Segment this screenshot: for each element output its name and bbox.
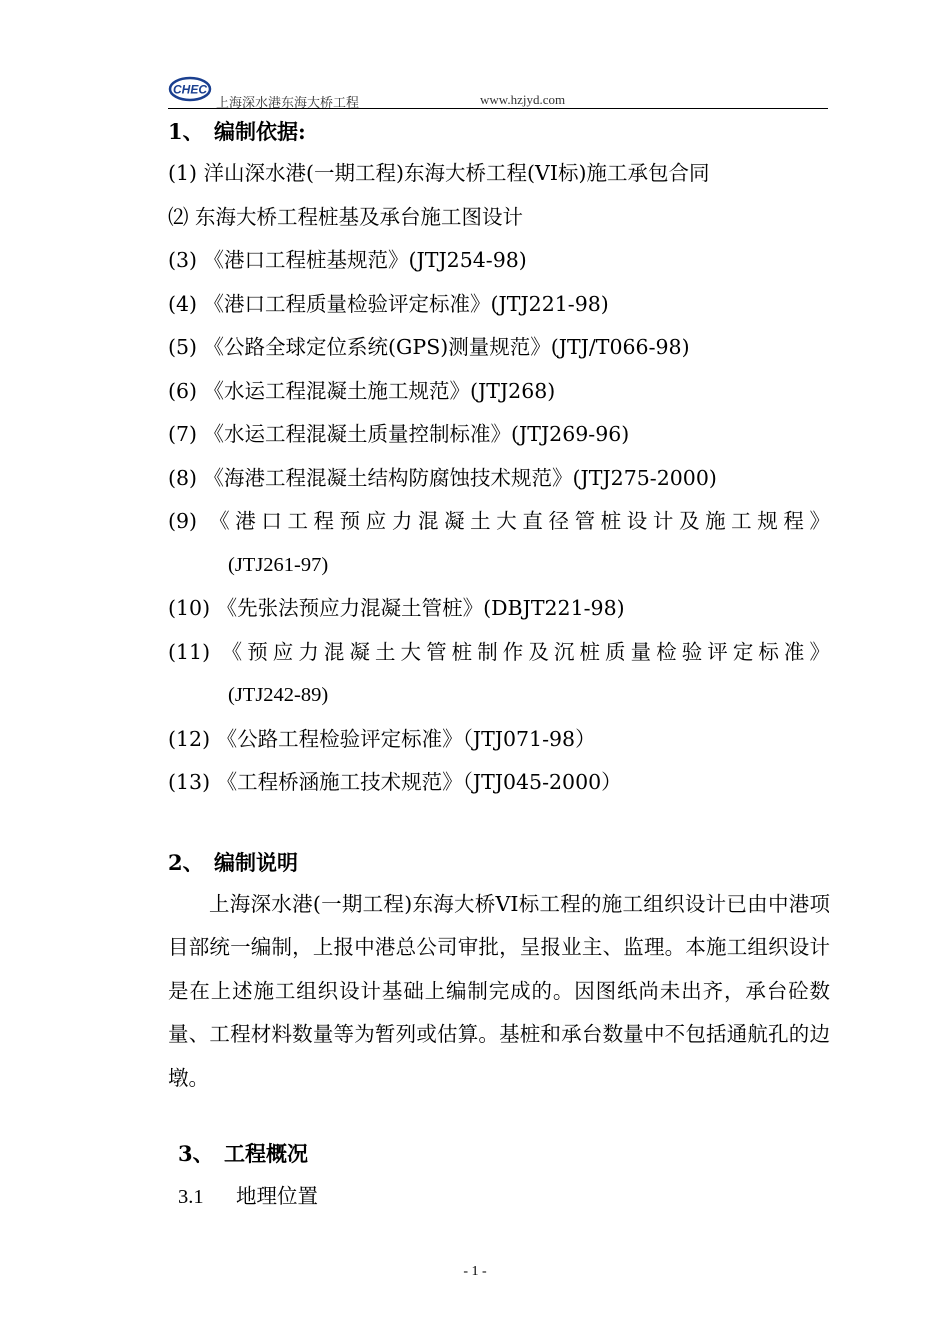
section-heading-3: 3、 工程概况 bbox=[178, 1141, 308, 1166]
list-item: (3) 《港口工程桩基规范》(JTJ254-98) bbox=[168, 248, 527, 272]
list-item-continuation: (JTJ242-89) bbox=[228, 684, 329, 706]
reference-list bbox=[168, 152, 830, 805]
list-item-continuation: (JTJ261-97) bbox=[228, 553, 329, 576]
list-item: (5) 《公路全球定位系统(GPS)测量规范》(JTJ/T066-98) bbox=[168, 335, 690, 359]
list-item: (9) 《港口工程预应力混凝土大直径管桩设计及施工规程》 bbox=[168, 509, 830, 533]
page-number: - 1 - bbox=[463, 1264, 487, 1279]
list-item: (6) 《水运工程混凝土施工规范》(JTJ268) bbox=[168, 378, 556, 403]
list-item: (11) 《预应力混凝土大管桩制作及沉桩质量检验评定标准》 bbox=[168, 639, 830, 664]
list-item: (12) 《公路工程检验评定标准》（JTJ071-98） bbox=[168, 726, 596, 751]
section-paragraph: 上海深水港(一期工程)东海大桥VI标工程的施工组织设计已由中港项目部统一编制，上报中港总公司审批，呈报业主、监理。本施工组织设计是在上述施工组织设计基础上编制完成的。因图纸尚未出齐，承台砼数量、工程材料数量等为暂列或估算。基桩和承台数量中不包括通航孔的边墩。 bbox=[168, 891, 830, 1090]
header-divider bbox=[168, 108, 828, 109]
document-body bbox=[168, 112, 830, 1218]
section-heading-1: 1、 编制依据: bbox=[168, 119, 306, 144]
list-item: (7) 《水运工程混凝土质量控制标准》(JTJ269-96) bbox=[168, 422, 630, 446]
svg-text:CHEC: CHEC bbox=[172, 82, 208, 97]
page-header bbox=[168, 76, 828, 110]
chec-logo-icon bbox=[168, 76, 212, 102]
header-title: 上海深水港东海大桥工程 bbox=[216, 96, 360, 111]
list-item: ⑵ 东海大桥工程桩基及承台施工图设计 bbox=[168, 204, 524, 229]
list-item: (13) 《工程桥涵施工技术规范》（JTJ045-2000） bbox=[168, 770, 622, 794]
list-item: (10) 《先张法预应力混凝土管桩》(DBJT221-98) bbox=[168, 596, 625, 620]
section-heading-2: 2、 编制说明 bbox=[168, 849, 298, 875]
list-item: (1) 洋山深水港(一期工程)东海大桥工程(VI标)施工承包合同 bbox=[168, 161, 710, 185]
list-item: (8) 《海港工程混凝土结构防腐蚀技术规范》(JTJ275-2000) bbox=[168, 465, 717, 490]
header-url[interactable]: www.hzjyd.com bbox=[480, 92, 566, 107]
subsection-heading: 3.1 地理位置 bbox=[178, 1184, 318, 1208]
list-item: (4) 《港口工程质量检验评定标准》(JTJ221-98) bbox=[168, 291, 609, 316]
